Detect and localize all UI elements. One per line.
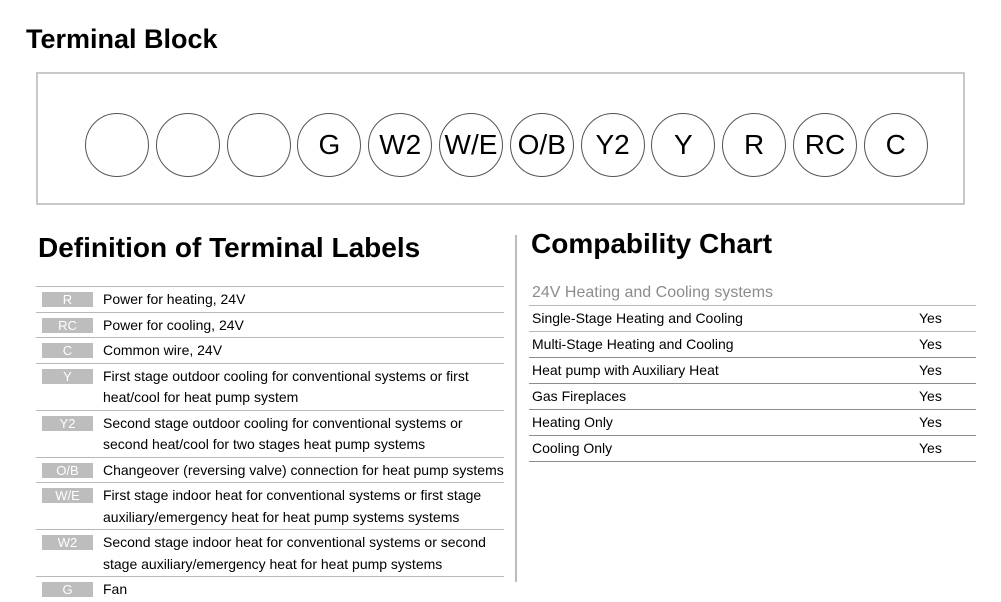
- compatibility-system: Multi-Stage Heating and Cooling: [532, 336, 734, 352]
- definition-tag: R: [42, 292, 93, 307]
- definition-tag: RC: [42, 318, 93, 333]
- compatibility-system: Heating Only: [532, 414, 613, 430]
- terminal-ob: O/B: [510, 113, 574, 177]
- compatibility-row: [529, 436, 976, 462]
- compatibility-row: [529, 306, 976, 332]
- definition-tag: Y: [42, 369, 93, 384]
- definition-tag: Y2: [42, 416, 93, 431]
- definition-text: Power for heating, 24V: [103, 291, 246, 307]
- compatibility-system: Gas Fireplaces: [532, 388, 627, 404]
- definitions-table: [36, 286, 504, 602]
- definition-text: Changeover (reversing valve) connection for heat pump systems: [103, 461, 504, 478]
- definition-row-r: [36, 287, 504, 313]
- compatibility-value: Yes: [919, 310, 942, 326]
- terminal-row: [85, 113, 935, 177]
- terminal-w2: W2: [368, 113, 432, 177]
- terminal-we: W/E: [439, 113, 503, 177]
- definition-row-we: [36, 483, 504, 530]
- definition-row-ob: [36, 458, 504, 484]
- definition-text: Second stage outdoor cooling for conventional systems or second heat/cool for two stages heat pump systems: [103, 414, 463, 452]
- terminal-1: [85, 113, 149, 177]
- terminal-c: C: [864, 113, 928, 177]
- compatibility-subtitle: 24V Heating and Cooling systems: [532, 284, 774, 301]
- compatibility-system: Cooling Only: [532, 440, 613, 456]
- terminal-y2: Y2: [581, 113, 645, 177]
- compatibility-row: [529, 358, 976, 384]
- definition-row-c: [36, 338, 504, 364]
- terminal-block-title: Terminal Block: [26, 24, 218, 54]
- compatibility-title: Compability Chart: [531, 228, 773, 259]
- definition-text: Fan: [103, 581, 128, 597]
- compatibility-value: Yes: [919, 440, 942, 456]
- definition-tag: O/B: [42, 463, 93, 478]
- terminal-block-panel: [36, 72, 965, 205]
- section-divider: [515, 235, 517, 582]
- definition-tag: W/E: [42, 488, 93, 503]
- definition-row-g: [36, 577, 504, 602]
- compatibility-value: Yes: [919, 388, 942, 404]
- definitions-title: Definition of Terminal Labels: [38, 232, 421, 263]
- definition-tag: C: [42, 343, 93, 358]
- terminal-g: G: [297, 113, 361, 177]
- terminal-2: [156, 113, 220, 177]
- definition-tag: G: [42, 582, 93, 597]
- definition-row-rc: [36, 313, 504, 339]
- terminal-3: [227, 113, 291, 177]
- definition-text: First stage outdoor cooling for conventional systems or first heat/cool for heat pump system: [103, 367, 469, 405]
- compatibility-row: [529, 384, 976, 410]
- definition-row-w2: [36, 530, 504, 577]
- compatibility-value: Yes: [919, 362, 942, 378]
- definition-text: Common wire, 24V: [103, 342, 223, 358]
- compatibility-value: Yes: [919, 414, 942, 430]
- compatibility-value: Yes: [919, 336, 942, 352]
- definition-row-y2: [36, 411, 504, 458]
- definition-tag: W2: [42, 535, 93, 550]
- terminal-rc: RC: [793, 113, 857, 177]
- definition-text: Second stage indoor heat for conventional systems or second stage auxiliary/emergency heat for heat pump systems: [103, 534, 486, 572]
- compatibility-table: [529, 305, 976, 462]
- compatibility-row: [529, 410, 976, 436]
- compatibility-row: [529, 332, 976, 358]
- definition-text: First stage indoor heat for conventional systems or first stage auxiliary/emergency heat for heat pump systems systems: [103, 487, 482, 525]
- compatibility-system: Heat pump with Auxiliary Heat: [532, 362, 719, 378]
- definition-row-y: [36, 364, 504, 411]
- terminal-r: R: [722, 113, 786, 177]
- definition-text: Power for cooling, 24V: [103, 316, 244, 333]
- terminal-y: Y: [651, 113, 715, 177]
- compatibility-system: Single-Stage Heating and Cooling: [532, 310, 743, 326]
